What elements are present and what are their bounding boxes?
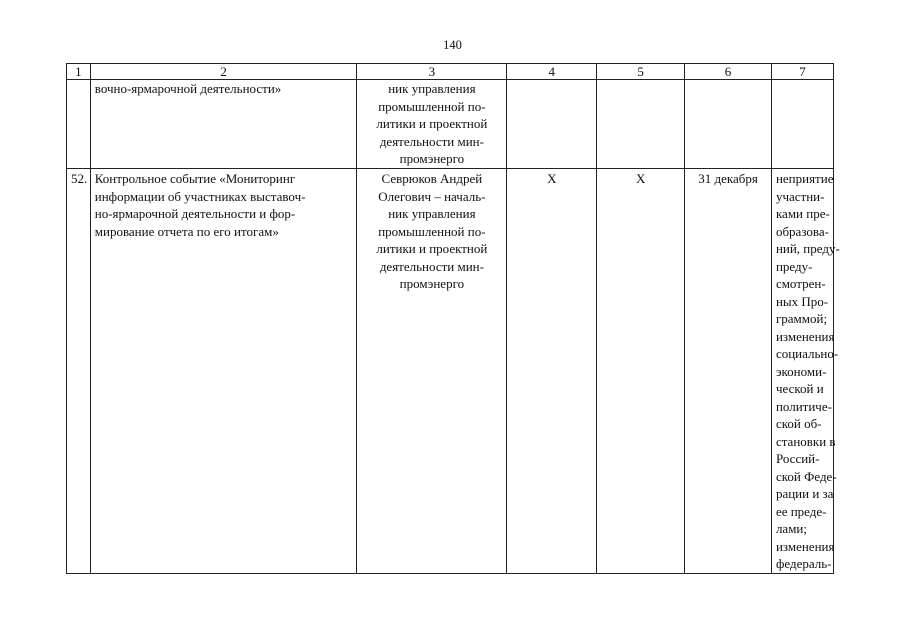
cell-line: ческой и <box>775 381 824 396</box>
cell-line: изменения <box>775 328 835 344</box>
cell-line: Олегович – началь- <box>378 188 486 204</box>
cell-line: ской Феде- <box>775 468 837 484</box>
header-cell-1: 1 <box>67 64 91 80</box>
cell-date <box>685 80 772 169</box>
cell-line: экономи- <box>775 363 827 379</box>
cell-line: промышленной по- <box>378 98 486 114</box>
cell-number <box>67 80 91 169</box>
cell-line: деятельности мин- <box>379 133 484 149</box>
cell-responsible <box>357 169 507 574</box>
cell-line: неприятие <box>775 171 834 186</box>
cell-line: рации и за <box>775 486 834 501</box>
cell-line: Россий- <box>775 451 820 466</box>
cell-col5 <box>597 80 685 169</box>
header-cell-2: 2 <box>90 64 357 80</box>
cell-event-name <box>90 80 357 169</box>
cell-event-name <box>90 169 357 574</box>
cell-line: Севрюков Андрей <box>381 171 483 186</box>
cell-line: промышленной по- <box>378 223 486 239</box>
cell-line: ний, преду- <box>775 241 840 256</box>
cell-col4 <box>507 80 597 169</box>
cell-line: граммой; <box>775 311 828 326</box>
cell-risks <box>771 80 833 169</box>
cell-col4: Х <box>507 169 597 574</box>
cell-line: ных Про- <box>775 293 829 309</box>
cell-col5: Х <box>597 169 685 574</box>
cell-line: ками пре- <box>775 206 830 221</box>
cell-line: ник управления <box>388 81 476 96</box>
cell-line: социально- <box>775 346 839 361</box>
header-cell-6: 6 <box>685 64 772 80</box>
table-row-52 <box>67 169 834 574</box>
cell-line: промэнерго <box>399 151 465 166</box>
cell-line: лами; <box>775 521 807 536</box>
cell-line: смотрен- <box>775 276 826 291</box>
header-cell-5: 5 <box>597 64 685 80</box>
cell-date: 31 декабря <box>685 169 772 574</box>
cell-line: участни- <box>775 188 825 204</box>
cell-line: образова- <box>775 223 829 239</box>
table-row-continued <box>67 80 834 169</box>
cell-line: федераль- <box>775 556 832 571</box>
cell-line: вочно-ярмарочной деятельности» <box>94 81 282 96</box>
cell-line: ской об- <box>775 416 822 431</box>
cell-line: информации об участниках выставоч- <box>94 188 306 204</box>
cell-responsible <box>357 80 507 169</box>
cell-line: деятельности мин- <box>379 258 484 274</box>
header-cell-4: 4 <box>507 64 597 80</box>
cell-line: преду- <box>775 258 813 274</box>
cell-line: становки в <box>775 433 836 449</box>
cell-line: литики и проектной <box>376 241 488 256</box>
cell-line: мирование отчета по его итогам» <box>94 223 279 239</box>
cell-line: литики и проектной <box>376 116 488 131</box>
header-cell-7: 7 <box>771 64 833 80</box>
cell-line: но-ярмарочной деятельности и фор- <box>94 206 296 221</box>
header-row <box>67 64 834 80</box>
document-table <box>66 63 840 574</box>
cell-risks <box>771 169 840 574</box>
cell-line: изменения <box>775 538 835 554</box>
cell-line: ее преде- <box>775 503 827 519</box>
cell-line: промэнерго <box>399 276 465 291</box>
cell-number: 52. <box>67 169 91 574</box>
cell-line: ник управления <box>388 206 476 221</box>
cell-line: Контрольное событие «Мониторинг <box>94 171 296 186</box>
cell-line: политиче- <box>775 398 832 414</box>
header-cell-3: 3 <box>357 64 507 80</box>
page-number: 140 <box>443 38 462 52</box>
